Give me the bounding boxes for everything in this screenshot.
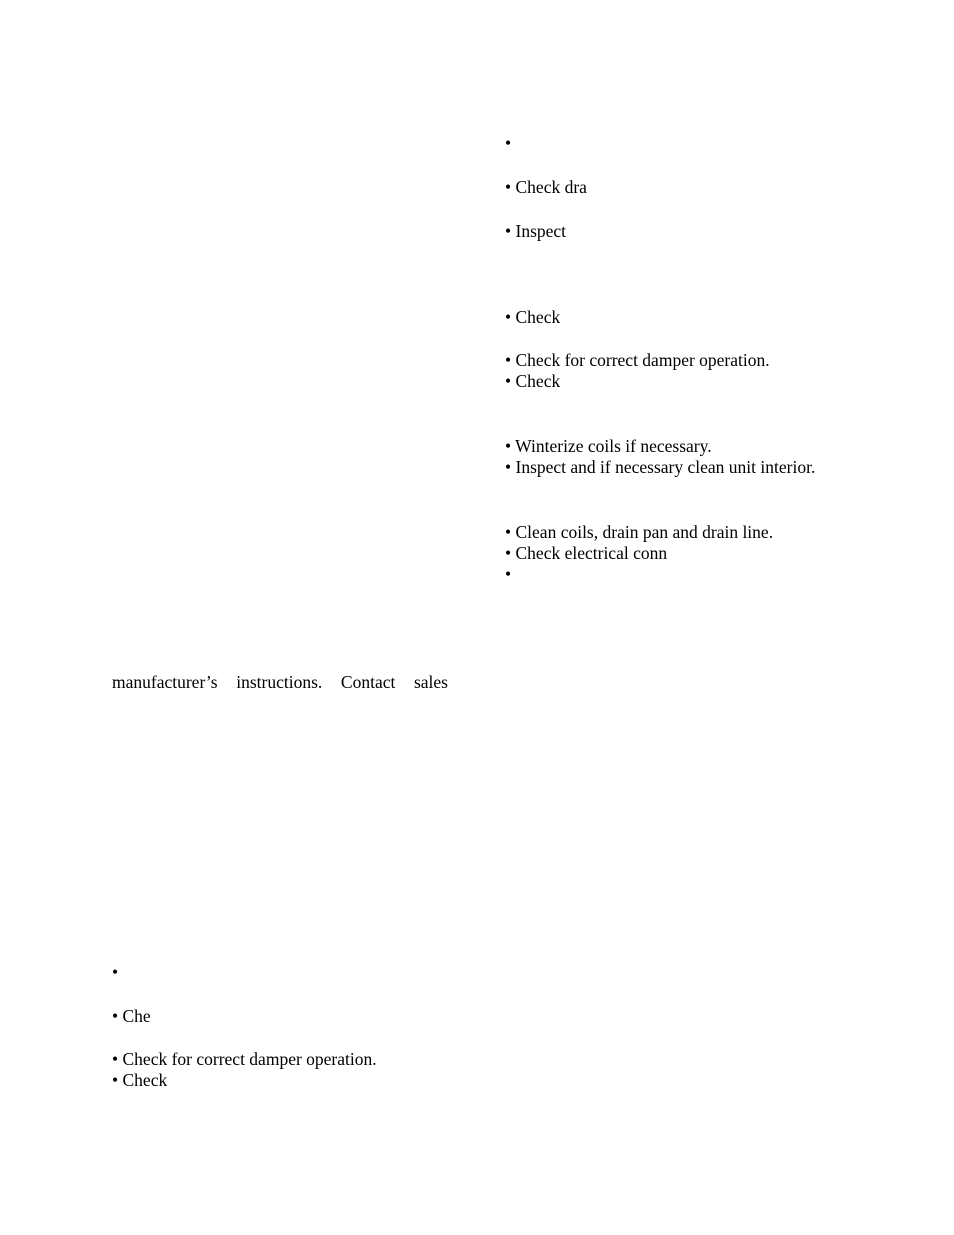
left-list-item-2: • Che [112,1006,151,1026]
right-list-item-9: • Clean coils, drain pan and drain line. [505,522,774,542]
left-list-item-3: • Check for correct damper operation. [112,1049,377,1069]
paragraph-line [112,672,448,693]
paragraph-word-3: Contact [340,672,396,692]
right-list-item-5: • Check for correct damper operation. [505,350,770,370]
right-list-item-1: • [505,133,512,153]
left-list-item-4: • Check [112,1070,168,1090]
paragraph-word-2: instructions. [236,672,323,692]
right-list-item-3: • Inspect [505,221,567,241]
right-list-item-11: • [505,564,512,584]
right-list-item-6: • Check [505,371,561,391]
right-list-item-4: • Check [505,307,561,327]
paragraph-word-4: sales [413,672,448,692]
right-list-item-7: • Winterize coils if necessary. [505,436,712,456]
right-list-item-8: • Inspect and if necessary clean unit interior. [505,457,816,477]
left-list-item-1: • [112,962,119,982]
paragraph-word-1: manufacturer’s [112,672,218,692]
right-list-item-10: • Check electrical conn [505,543,668,563]
right-list-item-2: • Check dra [505,177,587,197]
